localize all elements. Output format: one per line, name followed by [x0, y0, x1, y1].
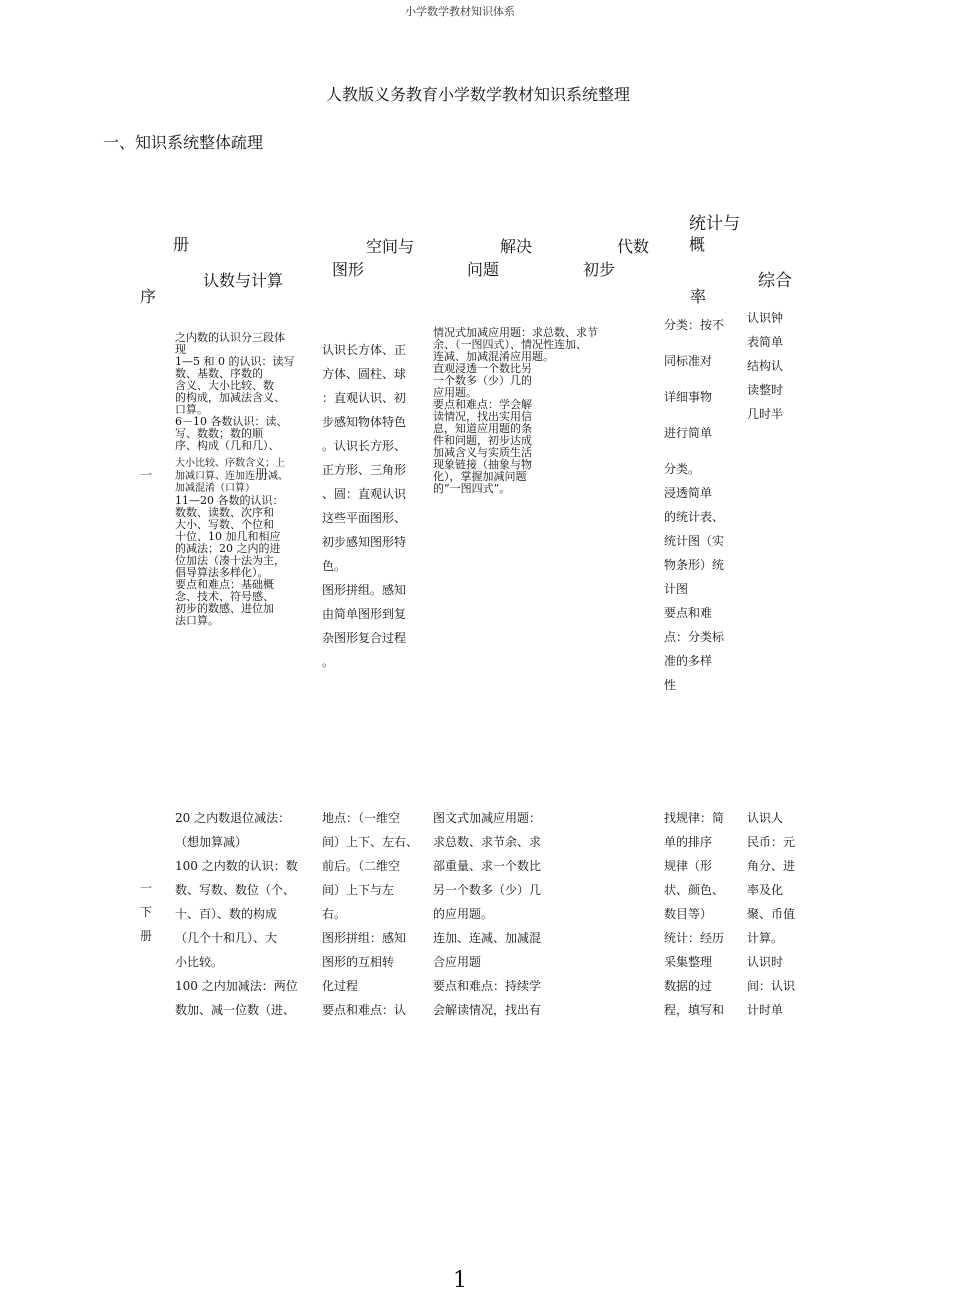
header-space-1: 空间与	[366, 237, 415, 256]
header-solve-1: 解决	[500, 237, 533, 256]
row1-stats: 分类：按不 同标准对 详细事物 进行简单 分类。 浸透简单 的统计表、 统计图（实 物条形）统 计图 要点和难 点：分类标 准的多样 性	[664, 318, 725, 692]
header-stats-2: 概	[689, 235, 706, 254]
section-heading: 一、知识系统整体疏理	[103, 133, 264, 152]
header-count-calc: 认数与计算	[203, 271, 284, 290]
header-stats-1: 统计与	[689, 214, 740, 234]
document-title: 人教版义务教育小学数学教材知识系统整理	[325, 85, 630, 104]
row1-label: 一	[140, 468, 153, 482]
row1-solve: 情况式加减应用题：求总数、求节 余、（一图四式）、情况性连加、 连减、加减混淆应用题。 直观浸透一个数比另 一个数多（少）几的 应用题。 要点和难点：学会解 读情况，找出实用信 息，知道应用题的条 件和问题，初步达成 加减含义与实质生活 现象链接（抽象与物 化），掌握加减问题 的“一图四式”。	[433, 326, 598, 495]
row2-stats: 找规律：简 单的排序 规律（形 状、颜色、 数目等） 统计：经历 采集整理 数据的过 程，填写和	[664, 811, 725, 1017]
row1-comprehensive: 认识钟 表简单 结构认 读整时 几时半	[747, 311, 784, 421]
header-space-2: 图形	[332, 260, 365, 279]
row2-count-calc: 20 之内数退位减法： （想加算减） 100 之内数的认识：数 数、写数、数位（个、 十、百）、数的构成 （几个十和几）、大 小比较。 100 之内加减法：两位 数加、减一位数（进、	[175, 811, 298, 1017]
row1-space: 认识长方体、正 方体、圆柱、球 ：直观认识、初 步感知物体特色 。认识长方形、 正方形、三角形 、圆：直观认识 这些平面图形、 初步感知图形特 色。 图形拼组。感知 由简单图形到复 杂图形复合过程 。	[322, 343, 407, 669]
header-algebra-2: 初步	[583, 260, 616, 279]
header-solve-2: 问题	[467, 260, 500, 279]
row2-comprehensive: 认识人 民币：元 角分、进 率及化 聚、币值 计算。 认识时 间：认识 计时单	[747, 811, 796, 1017]
header-ce: 册	[173, 235, 190, 254]
row1-count-calc: 之内数的认识分三段体 现 1—5 和 0 的认识：读写 数、基数、序数的 含义、大小比较、数 的构成，加减法含义、 口算。 6－10 各数认识：读、 写、数数；数的顺 序、构成（几和几）、 大小比较、序数含义；上 加减口算、连加连册减、 加减混淆（口算） 11—20 各数的认识： 数数、读数、次序和 大小、写数、个位和 十位、10 加几和相应 的减法；20 之内的进 位加法（凑十法为主， 倡导算法多样化）。 要点和难点：基础概 念、技术、符号感、 初步的数感、进位加 法口算。	[175, 331, 295, 627]
row2-label: 一 下 册	[140, 881, 153, 943]
header-xu: 序	[140, 287, 157, 306]
row2-space: 地点：（一维空 间）上下、左右、 前后。（二维空 间）上下与左 右。 图形拼组：感知 图形的互相转 化过程 要点和难点：认	[322, 811, 419, 1017]
row2-solve: 图文式加减应用题： 求总数、求节余、求 部重量、求一个数比 另一个数多（少）几 的应用题。 连加、连减、加减混 合应用题 要点和难点：持续学 会解读情况，找出有	[433, 811, 542, 1017]
page-number: 1	[453, 1268, 467, 1293]
header-comprehensive: 综合	[758, 271, 792, 291]
header-stats-3: 率	[690, 287, 707, 306]
header-algebra-1: 代数	[617, 237, 650, 256]
running-header: 小学数学教材知识体系	[405, 5, 515, 18]
